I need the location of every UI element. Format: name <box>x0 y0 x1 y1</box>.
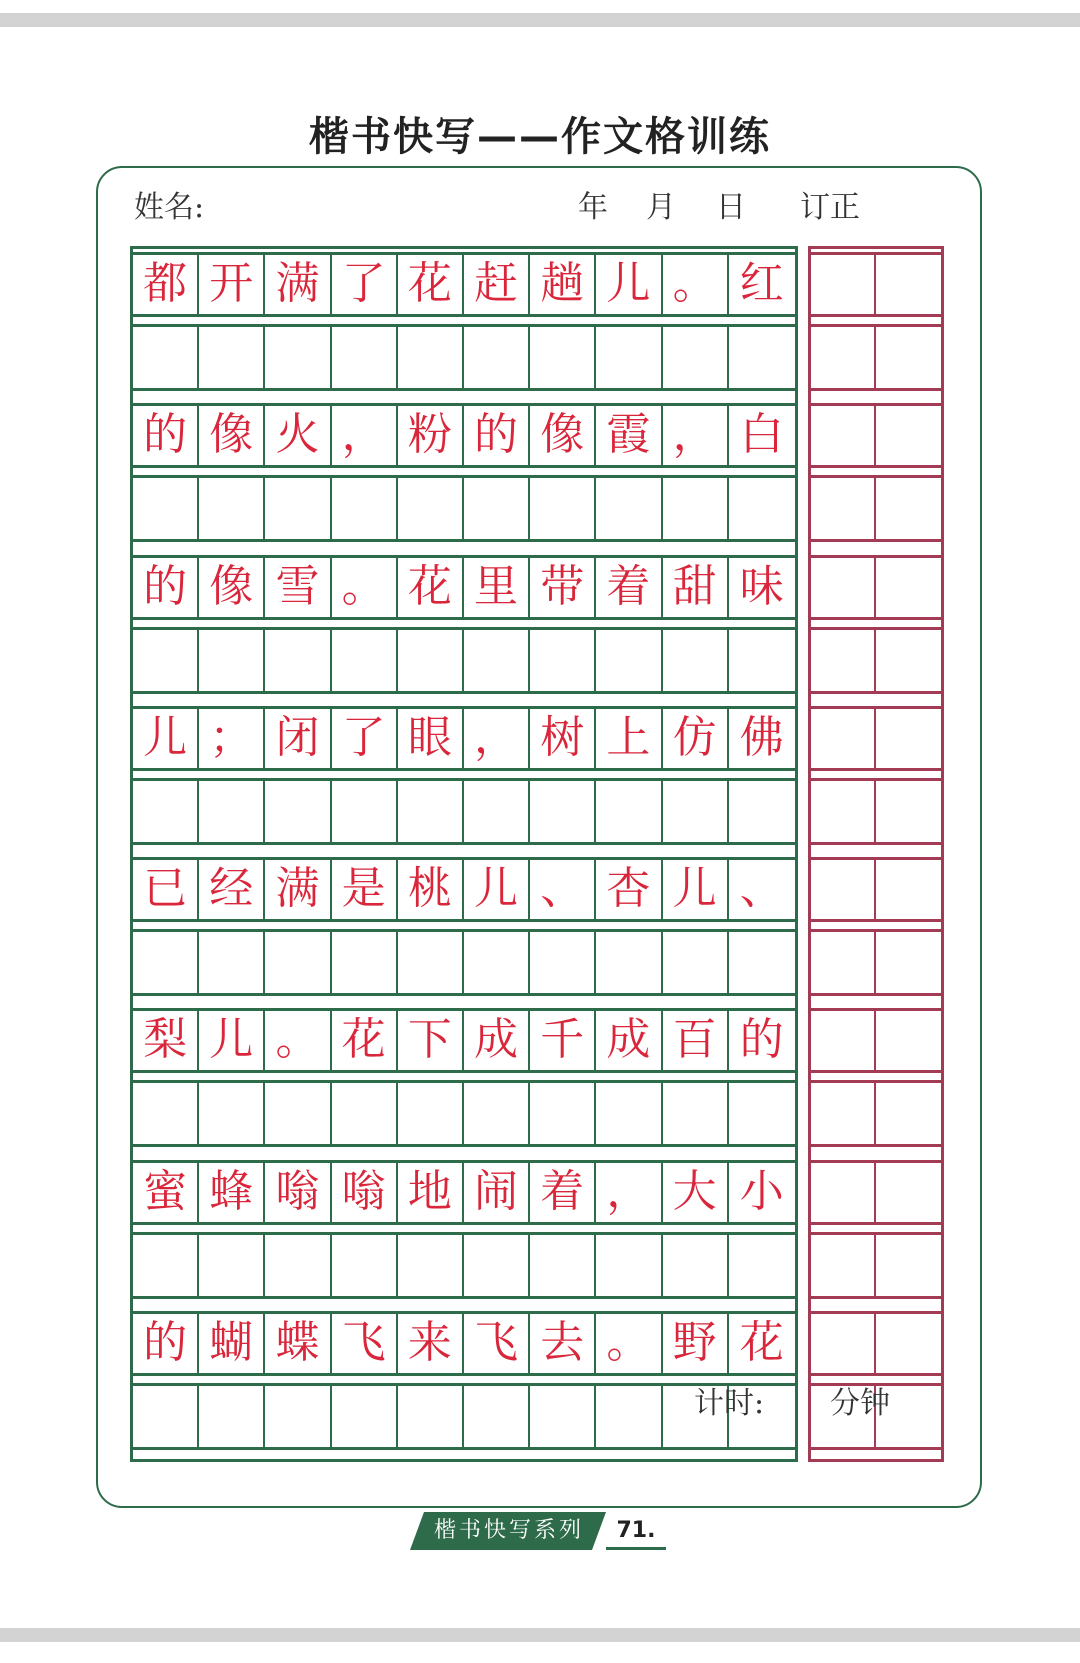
correction-line <box>811 1447 941 1450</box>
writing-cell[interactable]: 花 <box>739 1316 784 1368</box>
practice-row <box>133 781 795 843</box>
writing-cell[interactable]: 、 <box>739 863 784 914</box>
correction-line <box>811 1232 941 1235</box>
correction-row <box>811 1312 941 1374</box>
practice-cell[interactable] <box>199 1083 265 1145</box>
minutes-label: 分钟 <box>830 1386 890 1421</box>
writing-cell[interactable]: 着 <box>530 1161 596 1223</box>
grid-line <box>133 324 795 327</box>
correction-cell[interactable] <box>876 1161 941 1223</box>
writing-cell[interactable]: 。 <box>596 1312 662 1374</box>
writing-cell[interactable]: 杏 <box>596 858 662 920</box>
writing-cell[interactable]: 百 <box>663 1009 729 1071</box>
practice-cell[interactable] <box>332 932 398 994</box>
writing-cell[interactable]: 飞 <box>464 1312 530 1374</box>
correction-line <box>811 617 941 620</box>
practice-cell[interactable] <box>133 1235 199 1297</box>
practice-cell[interactable] <box>133 1386 199 1448</box>
name-label: 姓名: <box>134 190 205 225</box>
practice-cell[interactable] <box>596 1083 662 1145</box>
writing-cell[interactable]: ， <box>464 707 530 769</box>
writing-cell[interactable]: 像 <box>530 404 596 466</box>
correction-row <box>811 404 941 466</box>
writing-cell[interactable]: 都 <box>133 253 199 315</box>
writing-cell[interactable]: 经 <box>199 858 265 920</box>
practice-cell[interactable] <box>398 1235 464 1297</box>
writing-cell[interactable]: 来 <box>398 1312 464 1374</box>
practice-cell[interactable] <box>199 781 265 843</box>
correction-line <box>811 388 941 391</box>
correction-line <box>811 1311 941 1314</box>
writing-cell[interactable]: ； <box>199 707 265 769</box>
writing-row <box>133 253 795 315</box>
writing-cell[interactable]: 嗡 <box>332 1161 398 1223</box>
practice-cell[interactable] <box>265 781 331 843</box>
writing-cell[interactable]: 趟 <box>530 253 596 315</box>
writing-cell[interactable]: 花 <box>398 556 464 618</box>
writing-cell[interactable]: 嗡 <box>265 1161 331 1223</box>
practice-cell[interactable] <box>596 1235 662 1297</box>
practice-row <box>133 630 795 692</box>
practice-cell[interactable] <box>729 1235 795 1297</box>
practice-cell[interactable] <box>530 478 596 540</box>
practice-cell[interactable] <box>530 781 596 843</box>
practice-cell[interactable] <box>398 630 464 692</box>
practice-cell[interactable] <box>398 781 464 843</box>
grid-line <box>133 919 795 922</box>
correction-row <box>811 1009 941 1071</box>
writing-cell[interactable]: 像 <box>199 404 265 466</box>
writing-cell[interactable]: ， <box>663 404 729 466</box>
correction-cell[interactable] <box>876 478 941 540</box>
correction-row <box>811 932 941 994</box>
correction-line <box>811 768 941 771</box>
writing-row <box>133 404 795 466</box>
correction-line <box>811 1008 941 1011</box>
writing-cell[interactable]: 的 <box>739 1014 784 1066</box>
writing-cell[interactable]: 满 <box>265 253 331 315</box>
writing-grid <box>130 246 798 1462</box>
practice-cell[interactable] <box>464 932 530 994</box>
grid-line <box>133 403 795 406</box>
writing-cell[interactable]: 雪 <box>265 556 331 618</box>
writing-cell[interactable]: 已 <box>133 858 199 920</box>
practice-cell[interactable] <box>530 1235 596 1297</box>
writing-cell[interactable]: 红 <box>739 258 784 309</box>
writing-cell[interactable]: 火 <box>265 404 331 466</box>
writing-row <box>133 858 795 920</box>
writing-cell[interactable]: 儿 <box>464 858 530 920</box>
practice-cell[interactable] <box>265 932 331 994</box>
correction-cell[interactable] <box>811 781 876 843</box>
top-band <box>0 13 1080 27</box>
correction-cell[interactable] <box>876 1083 941 1145</box>
practice-cell[interactable] <box>663 327 729 389</box>
correction-row <box>811 1235 941 1297</box>
grid-line <box>133 1373 795 1376</box>
practice-cell[interactable] <box>332 630 398 692</box>
practice-cell[interactable] <box>663 1235 729 1297</box>
correction-cell[interactable] <box>876 327 941 389</box>
writing-cell[interactable]: 飞 <box>332 1312 398 1374</box>
correction-cell[interactable] <box>876 1009 941 1071</box>
writing-cell[interactable]: 地 <box>398 1161 464 1223</box>
practice-cell[interactable] <box>133 630 199 692</box>
correction-row <box>811 858 941 920</box>
writing-cell[interactable]: 桃 <box>398 858 464 920</box>
grid-line <box>133 929 795 932</box>
writing-cell[interactable]: 甜 <box>663 556 729 618</box>
writing-cell[interactable]: ， <box>332 404 398 466</box>
correction-cell[interactable] <box>876 1235 941 1297</box>
practice-row <box>133 1235 795 1297</box>
practice-row <box>133 932 795 994</box>
practice-cell[interactable] <box>729 932 795 994</box>
writing-cell[interactable]: 儿 <box>133 707 199 769</box>
correction-line <box>811 778 941 781</box>
correction-cell[interactable] <box>811 1009 876 1071</box>
writing-row <box>133 1161 795 1223</box>
practice-cell[interactable] <box>663 630 729 692</box>
writing-cell[interactable]: 开 <box>199 253 265 315</box>
correction-cell[interactable] <box>811 404 876 466</box>
writing-cell[interactable]: 蝶 <box>265 1312 331 1374</box>
practice-cell[interactable] <box>265 630 331 692</box>
writing-cell[interactable]: 的 <box>464 404 530 466</box>
month-label: 月 <box>646 190 676 225</box>
grid-line <box>133 314 795 317</box>
practice-cell[interactable] <box>729 478 795 540</box>
practice-cell[interactable] <box>199 630 265 692</box>
practice-cell[interactable] <box>464 781 530 843</box>
correction-label: 订正 <box>800 190 860 225</box>
correction-line <box>811 1222 941 1225</box>
correction-line <box>811 1296 941 1299</box>
correction-line <box>811 993 941 996</box>
writing-cell[interactable]: 赶 <box>464 253 530 315</box>
practice-cell[interactable] <box>729 1083 795 1145</box>
grid-line <box>133 1144 795 1147</box>
practice-cell[interactable] <box>398 1386 464 1448</box>
correction-grid <box>808 246 944 1462</box>
writing-cell[interactable]: 大 <box>663 1161 729 1223</box>
grid-line <box>133 778 795 781</box>
writing-cell[interactable]: 梨 <box>133 1009 199 1071</box>
correction-line <box>811 324 941 327</box>
writing-cell[interactable]: 。 <box>332 556 398 618</box>
correction-row <box>811 781 941 843</box>
grid-line <box>133 842 795 845</box>
practice-cell[interactable] <box>332 478 398 540</box>
correction-line <box>811 857 941 860</box>
writing-cell[interactable]: 蜜 <box>133 1161 199 1223</box>
practice-cell[interactable] <box>663 1083 729 1145</box>
writing-row <box>133 1009 795 1071</box>
grid-line <box>133 1222 795 1225</box>
correction-row <box>811 1083 941 1145</box>
writing-cell[interactable]: 蜂 <box>199 1161 265 1223</box>
correction-cell[interactable] <box>811 327 876 389</box>
writing-cell[interactable]: 蝴 <box>199 1312 265 1374</box>
practice-cell[interactable] <box>332 1083 398 1145</box>
correction-cell[interactable] <box>876 781 941 843</box>
writing-cell[interactable]: 上 <box>596 707 662 769</box>
practice-cell[interactable] <box>332 781 398 843</box>
correction-row <box>811 327 941 389</box>
grid-line <box>133 1447 795 1450</box>
writing-cell[interactable]: 的 <box>133 404 199 466</box>
practice-cell[interactable] <box>530 1083 596 1145</box>
writing-cell[interactable]: 闹 <box>464 1161 530 1223</box>
grid-line <box>133 617 795 620</box>
practice-cell[interactable] <box>332 1386 398 1448</box>
correction-line <box>811 706 941 709</box>
writing-cell[interactable]: 花 <box>332 1009 398 1071</box>
grid-line <box>133 706 795 709</box>
writing-cell[interactable]: 粉 <box>398 404 464 466</box>
writing-cell[interactable]: 下 <box>398 1009 464 1071</box>
writing-cell[interactable]: 。 <box>265 1009 331 1071</box>
writing-cell[interactable]: 小 <box>739 1165 784 1217</box>
writing-cell[interactable]: 着 <box>596 556 662 618</box>
writing-cell[interactable]: 闭 <box>265 707 331 769</box>
correction-line <box>811 1070 941 1073</box>
grid-line <box>133 1080 795 1083</box>
writing-cell[interactable]: 野 <box>663 1312 729 1374</box>
practice-cell[interactable] <box>729 327 795 389</box>
correction-line <box>811 475 941 478</box>
series-footer <box>410 1512 670 1550</box>
correction-line <box>811 555 941 558</box>
writing-cell[interactable]: 的 <box>133 556 199 618</box>
correction-line <box>811 627 941 630</box>
practice-row <box>133 327 795 389</box>
practice-cell[interactable] <box>464 327 530 389</box>
writing-cell[interactable]: 花 <box>398 253 464 315</box>
writing-cell[interactable]: 了 <box>332 253 398 315</box>
correction-line <box>811 465 941 468</box>
practice-cell[interactable] <box>133 932 199 994</box>
practice-cell[interactable] <box>729 781 795 843</box>
grid-line <box>133 1311 795 1314</box>
practice-cell[interactable] <box>398 1083 464 1145</box>
correction-cell[interactable] <box>811 556 876 618</box>
practice-cell[interactable] <box>199 1235 265 1297</box>
practice-row <box>133 1083 795 1145</box>
writing-cell[interactable]: 儿 <box>596 253 662 315</box>
writing-cell[interactable]: 成 <box>596 1009 662 1071</box>
practice-cell[interactable] <box>398 932 464 994</box>
writing-cell[interactable]: 佛 <box>739 711 784 763</box>
grid-line <box>133 627 795 630</box>
correction-line <box>811 1080 941 1083</box>
correction-line <box>811 252 941 255</box>
writing-cell[interactable]: 了 <box>332 707 398 769</box>
practice-cell[interactable] <box>199 327 265 389</box>
grid-line <box>133 1296 795 1299</box>
correction-cell[interactable] <box>876 253 941 315</box>
page-title: 楷书快写——作文格训练 <box>309 114 771 160</box>
grid-line <box>133 555 795 558</box>
correction-cell[interactable] <box>811 858 876 920</box>
writing-cell[interactable]: 眼 <box>398 707 464 769</box>
day-label: 日 <box>716 190 746 225</box>
correction-line <box>811 403 941 406</box>
writing-cell[interactable]: ， <box>596 1161 662 1223</box>
correction-cell[interactable] <box>876 707 941 769</box>
correction-row <box>811 707 941 769</box>
writing-cell[interactable]: 的 <box>133 1312 199 1374</box>
practice-cell[interactable] <box>332 1235 398 1297</box>
grid-line <box>133 539 795 542</box>
grid-line <box>133 252 795 255</box>
writing-cell[interactable]: 白 <box>739 409 784 461</box>
bottom-band <box>0 1628 1080 1642</box>
practice-cell[interactable] <box>596 630 662 692</box>
writing-cell[interactable]: 里 <box>464 556 530 618</box>
writing-cell[interactable]: 仿 <box>663 707 729 769</box>
correction-row <box>811 253 941 315</box>
practice-cell[interactable] <box>729 630 795 692</box>
practice-cell[interactable] <box>398 478 464 540</box>
correction-cell[interactable] <box>811 1083 876 1145</box>
practice-cell[interactable] <box>596 327 662 389</box>
practice-cell[interactable] <box>265 478 331 540</box>
grid-line <box>133 465 795 468</box>
correction-cell[interactable] <box>876 630 941 692</box>
correction-row <box>811 478 941 540</box>
correction-cell[interactable] <box>811 253 876 315</box>
practice-cell[interactable] <box>199 478 265 540</box>
correction-cell[interactable] <box>811 630 876 692</box>
practice-cell[interactable] <box>663 781 729 843</box>
correction-cell[interactable] <box>876 556 941 618</box>
correction-cell[interactable] <box>811 1312 876 1374</box>
writing-cell[interactable]: 树 <box>530 707 596 769</box>
correction-cell[interactable] <box>811 1235 876 1297</box>
practice-cell[interactable] <box>464 1235 530 1297</box>
practice-cell[interactable] <box>663 932 729 994</box>
practice-cell[interactable] <box>265 1386 331 1448</box>
practice-cell[interactable] <box>133 781 199 843</box>
practice-cell[interactable] <box>133 478 199 540</box>
practice-cell[interactable] <box>265 1083 331 1145</box>
writing-cell[interactable]: 味 <box>739 560 784 612</box>
grid-line <box>133 475 795 478</box>
writing-cell[interactable]: 满 <box>265 858 331 920</box>
correction-line <box>811 919 941 922</box>
timer-label: 计时: <box>694 1386 765 1421</box>
writing-row <box>133 556 795 618</box>
grid-line <box>133 691 795 694</box>
practice-cell[interactable] <box>265 327 331 389</box>
writing-cell[interactable]: 是 <box>332 858 398 920</box>
practice-cell[interactable] <box>596 932 662 994</box>
practice-cell[interactable] <box>596 478 662 540</box>
correction-cell[interactable] <box>876 932 941 994</box>
writing-row <box>133 707 795 769</box>
practice-cell[interactable] <box>199 1386 265 1448</box>
practice-cell[interactable] <box>596 1386 662 1448</box>
writing-cell[interactable]: 成 <box>464 1009 530 1071</box>
writing-cell[interactable]: 儿 <box>199 1009 265 1071</box>
page-number: 71. <box>606 1512 666 1550</box>
practice-cell[interactable] <box>133 1083 199 1145</box>
writing-cell[interactable]: 去 <box>530 1312 596 1374</box>
practice-cell[interactable] <box>464 1083 530 1145</box>
writing-row <box>133 1312 795 1374</box>
correction-line <box>811 842 941 845</box>
correction-line <box>811 314 941 317</box>
grid-line <box>133 768 795 771</box>
practice-cell[interactable] <box>199 932 265 994</box>
writing-cell[interactable]: 。 <box>663 253 729 315</box>
correction-cell[interactable] <box>811 478 876 540</box>
correction-cell[interactable] <box>876 858 941 920</box>
grid-line <box>133 1070 795 1073</box>
practice-cell[interactable] <box>464 478 530 540</box>
practice-cell[interactable] <box>530 630 596 692</box>
writing-cell[interactable]: 带 <box>530 556 596 618</box>
correction-cell[interactable] <box>811 932 876 994</box>
writing-cell[interactable]: 千 <box>530 1009 596 1071</box>
practice-cell[interactable] <box>530 327 596 389</box>
practice-cell[interactable] <box>530 932 596 994</box>
practice-cell[interactable] <box>133 327 199 389</box>
grid-line <box>133 857 795 860</box>
practice-cell[interactable] <box>596 781 662 843</box>
correction-line <box>811 539 941 542</box>
correction-row <box>811 630 941 692</box>
correction-line <box>811 1144 941 1147</box>
correction-cell[interactable] <box>811 707 876 769</box>
correction-line <box>811 1160 941 1163</box>
correction-cell[interactable] <box>811 1161 876 1223</box>
correction-cell[interactable] <box>876 404 941 466</box>
correction-line <box>811 929 941 932</box>
grid-line <box>133 993 795 996</box>
writing-cell[interactable]: 、 <box>530 858 596 920</box>
year-label: 年 <box>578 190 608 225</box>
writing-cell[interactable]: 儿 <box>663 858 729 920</box>
correction-row <box>811 556 941 618</box>
correction-cell[interactable] <box>876 1312 941 1374</box>
writing-cell[interactable]: 霞 <box>596 404 662 466</box>
writing-cell[interactable]: 像 <box>199 556 265 618</box>
grid-line <box>133 388 795 391</box>
practice-cell[interactable] <box>464 1386 530 1448</box>
practice-cell[interactable] <box>332 327 398 389</box>
grid-line <box>133 1008 795 1011</box>
grid-line <box>133 1232 795 1235</box>
practice-cell[interactable] <box>464 630 530 692</box>
correction-line <box>811 691 941 694</box>
practice-cell[interactable] <box>265 1235 331 1297</box>
practice-cell[interactable] <box>530 1386 596 1448</box>
correction-row <box>811 1161 941 1223</box>
practice-cell[interactable] <box>663 478 729 540</box>
series-label: 楷书快写系列 <box>433 1518 584 1543</box>
practice-cell[interactable] <box>398 327 464 389</box>
practice-row <box>133 478 795 540</box>
correction-line <box>811 1373 941 1376</box>
grid-line <box>133 1160 795 1163</box>
